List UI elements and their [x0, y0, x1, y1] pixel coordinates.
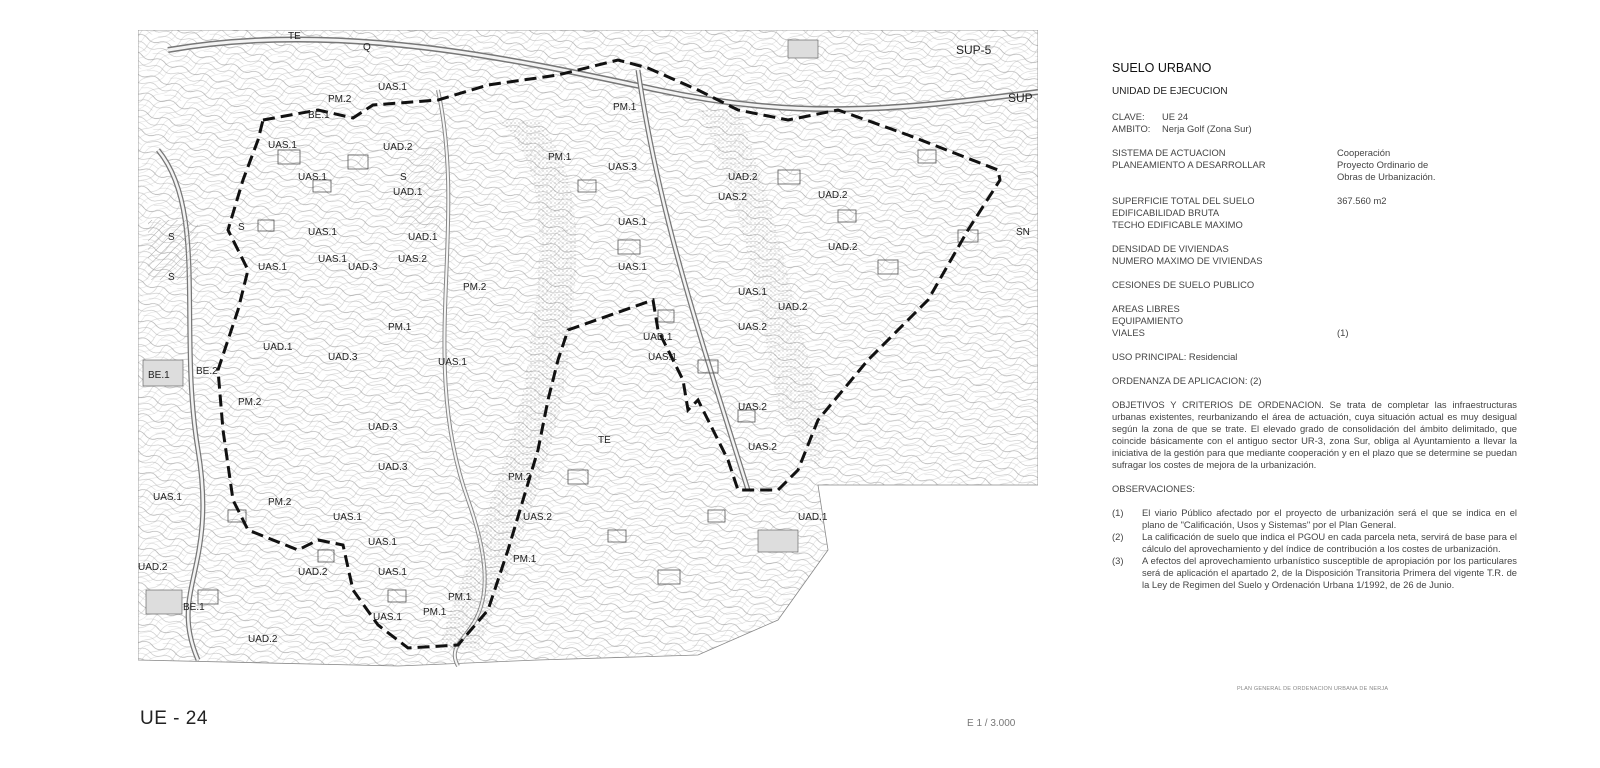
- note-item: [1112, 507, 1517, 531]
- ambito-row: [1112, 123, 1517, 135]
- zone-label: UAS.1: [333, 512, 362, 523]
- zone-label: UAD.2: [383, 142, 413, 153]
- densidad-label: DENSIDAD DE VIVIENDAS: [1112, 243, 1229, 254]
- ordenanza: ORDENANZA DE APLICACION: (2): [1112, 375, 1262, 386]
- zone-label: BE.2: [196, 366, 218, 377]
- zone-label: UAS.1: [618, 262, 647, 273]
- zone-label: PM.2: [508, 472, 532, 483]
- zone-label: SUP: [1008, 91, 1033, 105]
- panel-subtitle: UNIDAD DE EJECUCION: [1112, 86, 1228, 97]
- planeamiento-value-2: Obras de Urbanización.: [1337, 171, 1436, 182]
- zone-label: UAD.2: [778, 302, 808, 313]
- zone-label: UAS.1: [373, 612, 402, 623]
- note-text: El viario Público afectado por el proyecto de urbanización será el que se indica en el plano de "Calificación, Usos y Sistemas" por el Plan General.: [1142, 507, 1517, 530]
- sistema-row: [1112, 147, 1517, 159]
- zone-label: UAD.2: [818, 190, 848, 201]
- techo-label: TECHO EDIFICABLE MAXIMO: [1112, 219, 1243, 230]
- zone-label: UAD.1: [643, 332, 673, 343]
- viales-row: [1112, 327, 1517, 339]
- zone-label: PM.1: [448, 592, 472, 603]
- zone-label: S: [238, 222, 245, 233]
- zone-label: PM.2: [238, 397, 262, 408]
- zone-label: UAS.3: [608, 162, 637, 173]
- observaciones-label: OBSERVACIONES:: [1112, 483, 1196, 494]
- map-scale: E 1 / 3.000: [967, 718, 1016, 729]
- zone-label: UAS.1: [378, 82, 407, 93]
- zone-label: UAS.2: [398, 254, 427, 265]
- ambito-value: Nerja Golf (Zona Sur): [1162, 123, 1252, 134]
- zone-label: UAD.3: [368, 422, 398, 433]
- note-number: (2): [1112, 531, 1124, 542]
- zone-label: UAS.1: [438, 357, 467, 368]
- zone-label: UAS.2: [738, 402, 767, 413]
- zone-label: PM.1: [513, 554, 537, 565]
- zone-label: UAS.2: [523, 512, 552, 523]
- uso-principal: USO PRINCIPAL: Residencial: [1112, 351, 1238, 362]
- planeamiento-label: PLANEAMIENTO A DESARROLLAR: [1112, 159, 1266, 170]
- superficie-label: SUPERFICIE TOTAL DEL SUELO: [1112, 195, 1255, 206]
- zone-label: UAS.1: [618, 217, 647, 228]
- zone-label: PM.1: [613, 102, 637, 113]
- zone-label: UAS.1: [318, 254, 347, 265]
- zone-label: UAS.2: [748, 442, 777, 453]
- zone-label: Q: [363, 42, 371, 53]
- zone-label: UAD.2: [138, 562, 168, 573]
- site-plan-map: [138, 30, 1038, 670]
- viales-label: VIALES: [1112, 327, 1145, 338]
- map-drawing: [138, 30, 1038, 670]
- zone-label: BE.1: [308, 110, 330, 121]
- zone-label: UAD.3: [378, 462, 408, 473]
- zone-label: UAS.1: [308, 227, 337, 238]
- zone-label: UAS.1: [153, 492, 182, 503]
- info-panel: [1112, 62, 1517, 591]
- superficie-row: [1112, 195, 1517, 207]
- zone-label: PM.2: [328, 94, 352, 105]
- zone-label: UAS.1: [378, 567, 407, 578]
- zone-label: UAD.2: [828, 242, 858, 253]
- zone-label: UAS.2: [738, 322, 767, 333]
- superficie-value: 367.560 m2: [1337, 195, 1387, 206]
- zone-label: UAD.1: [408, 232, 438, 243]
- zone-label: UAS.1: [738, 287, 767, 298]
- zone-label: UAD.1: [393, 187, 423, 198]
- zone-label: PM.2: [268, 497, 292, 508]
- zone-label: UAD.3: [348, 262, 378, 273]
- zone-label: UAD.1: [798, 512, 828, 523]
- clave-row: [1112, 111, 1517, 123]
- zone-label: PM.1: [388, 322, 412, 333]
- panel-title: SUELO URBANO: [1112, 61, 1212, 75]
- zone-label: TE: [598, 435, 611, 446]
- zone-label: UAS.1: [298, 172, 327, 183]
- sistema-value: Cooperación: [1337, 147, 1391, 158]
- zone-label: TE: [288, 31, 301, 42]
- clave-label: CLAVE:: [1112, 111, 1145, 122]
- planeamiento-value: Proyecto Ordinario de: [1337, 159, 1429, 170]
- note-number: (3): [1112, 555, 1124, 566]
- edificabilidad-label: EDIFICABILIDAD BRUTA: [1112, 207, 1220, 218]
- note-text: La calificación de suelo que indica el PGOU en cada parcela neta, servirá de base para el cálculo del aprovechamiento y del índice de contribución a los costes de urbanización.: [1142, 531, 1517, 554]
- zone-label: UAS.2: [718, 192, 747, 203]
- planeamiento-row: [1112, 159, 1517, 171]
- objetivos-paragraph: OBJETIVOS Y CRITERIOS DE ORDENACION. Se trata de completar las infraestructuras urbanas existentes, reurbanizando el área de actuación, cuya situación actual es muy desigual según la zona de que se trate. El elevado grado de consolidación del ámbito delimitado, que coincide básicamente con el antiguo sector UR-3, zona Sur, obliga al Ayuntamiento a llevar la iniciativa de la gestión para que mediante cooperación y en el plazo que se determine se puedan sufragar los costes de mejora de la urbanización.: [1112, 399, 1517, 470]
- ambito-label: AMBITO:: [1112, 123, 1151, 134]
- equipamiento-label: EQUIPAMIENTO: [1112, 315, 1184, 326]
- zone-label: UAD.3: [328, 352, 358, 363]
- zone-label: UAD.1: [263, 342, 293, 353]
- zone-label: S: [400, 172, 407, 183]
- clave-value: UE 24: [1162, 111, 1189, 122]
- zone-label: UAS.1: [368, 537, 397, 548]
- note-item: [1112, 555, 1517, 591]
- cesiones-label: CESIONES DE SUELO PUBLICO: [1112, 279, 1255, 290]
- zone-label: UAS.1: [268, 140, 297, 151]
- sheet-code: UE - 24: [140, 708, 208, 729]
- zone-label: UAD.2: [248, 634, 278, 645]
- areas-libres-label: AREAS LIBRES: [1112, 303, 1180, 314]
- numero-viviendas-label: NUMERO MAXIMO DE VIVIENDAS: [1112, 255, 1263, 266]
- zone-label: UAS.1: [258, 262, 287, 273]
- zone-label: PM.2: [463, 282, 487, 293]
- zone-label: S: [168, 232, 175, 243]
- plan-footer: PLAN GENERAL DE ORDENACION URBANA DE NERJA: [1237, 686, 1389, 692]
- zone-label: UAS.1: [648, 352, 677, 363]
- note-number: (1): [1112, 507, 1124, 518]
- zone-label: S: [168, 272, 175, 283]
- zone-label: PM.1: [548, 152, 572, 163]
- note-text: A efectos del aprovechamiento urbanístico susceptible de apropiación por los particulares será de aplicación el apartado 2, de la Disposición Transitoria Primera del vigente T.R. de la Ley de Regimen del Suelo y Ordenación Urbana 1/1992, de 26 de Junio.: [1142, 555, 1517, 590]
- zone-label: SUP-5: [956, 43, 992, 57]
- zone-label: BE.1: [183, 602, 205, 613]
- viales-value: (1): [1337, 327, 1349, 338]
- hatched-area: [148, 220, 198, 280]
- zone-label: BE.1: [148, 370, 170, 381]
- zone-label: UAD.2: [298, 567, 328, 578]
- note-item: [1112, 531, 1517, 555]
- zone-label: SN: [1016, 227, 1030, 238]
- zone-label: UAD.2: [728, 172, 758, 183]
- zone-label: PM.1: [423, 607, 447, 618]
- sistema-label: SISTEMA DE ACTUACION: [1112, 147, 1226, 158]
